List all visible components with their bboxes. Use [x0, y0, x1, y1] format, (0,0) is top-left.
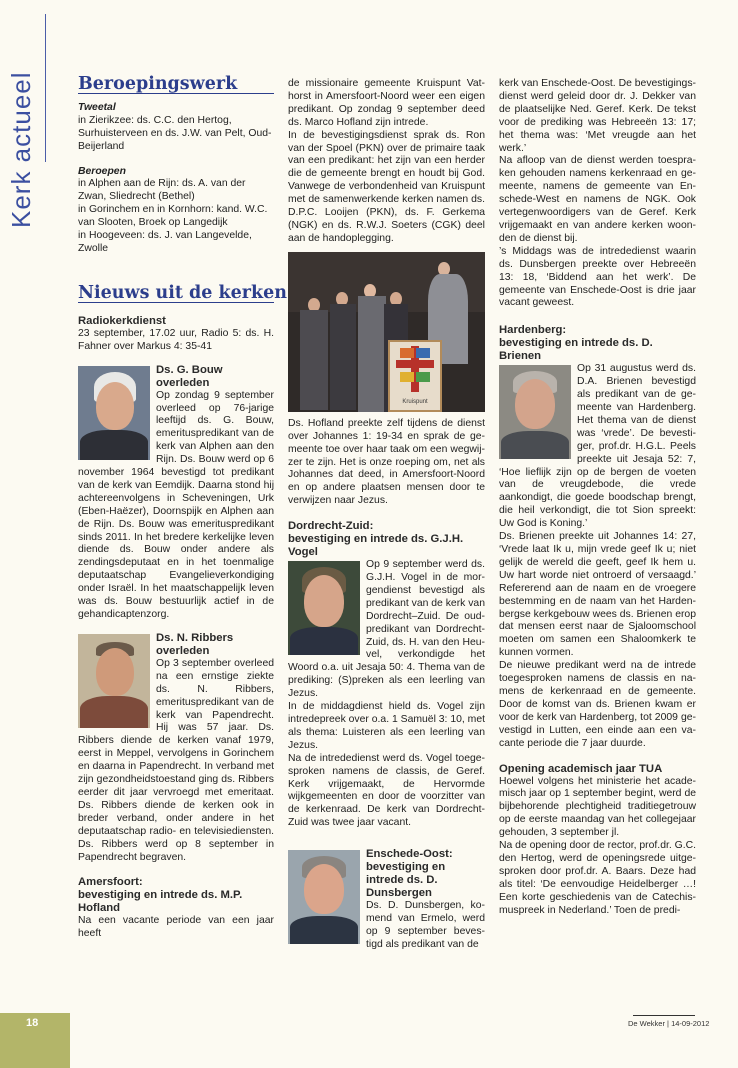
dordrecht-text: Op 9 september werd ds. G.J.H. Vogel in de morgendienst bevestigd als predikant van de kerk van Dordrecht–Zuid. De oud-predikant van Dordrecht-Zuid, ds. H. van den Heuvel, verkondigde het Woord o.a. uit Jesaja 50: 4. Thema van de prediking: (S)preken als een leerling van Jezus. — [288, 559, 485, 700]
tua-heading: Opening academisch jaar TUA — [499, 762, 663, 775]
amersfoort-text: Na een vacante periode van een jaar heeft — [78, 915, 274, 940]
tweetal-label: Tweetal — [78, 101, 116, 113]
side-rule — [45, 14, 46, 162]
hardenberg-text: Op 31 augustus werd ds. D.A. Brienen bevestigd als predikant van de gemeente van Hardenberg. Het thema van de dienst was ‘vrede’. De bevestiger, prof.dr. H.G.L. Peels preekte uit Jesaja 52: 7, ‘Hoe lieflijk zijn op de bergen de voeten van de vreugdebode, die vrede aankondigt, die goede boodschap brengt, die heil verkondigt, die tot Sion spreekt: Uw God is Koning.’ — [499, 363, 696, 530]
hardenberg-heading-2: bevestiging en intrede ds. D. Brienen — [499, 337, 653, 363]
footer-rule — [633, 1015, 695, 1016]
brienen-photo — [499, 365, 571, 459]
amersfoort-heading-2: bevestiging en intrede ds. M.P. Hofland — [78, 889, 243, 915]
radio-heading: Radiokerkdienst — [78, 314, 166, 327]
banner-text: Kruispunt — [402, 398, 428, 405]
hardenberg-text2: Ds. Brienen preekte uit Johannes 14: 27, ‘Vrede laat Ik u, mijn vrede geef Ik u; niet gelijk de wereld die geeft, geef Ik hem u. Uw hart worde niet ontroerd of versaagd.’ Refererend aan de naam en de vroegere bestemming en de naam van het Hardenbergse kerkgebouw wees ds. Brienen erop dat mensen eerst naar de Sjaloomschool moeten om samen een Shaloomkerk te kunnen vormen. — [499, 531, 696, 659]
dordrecht-text3: Na de intrededienst werd ds. Vogel toegesproken namens de classis, de Geref. Kerk vrijgemaakt, de Hervormde wijkgemeenten en door de voorzitter van de kerkenraad. De kerk van Dordrecht-Zuid was twee jaar vacant. — [288, 752, 485, 829]
dordrecht-heading-2: bevestiging en intrede ds. G.J.H. Vogel — [288, 533, 464, 559]
amersfoort-text-cont: de missionaire gemeente Kruispunt Vathorst in Amersfoort-Noord weer een eigen predikant. Op zondag 9 september deed ds. Marco Hofland zijn intrede. — [288, 78, 485, 128]
bouw-heading: Ds. G. Bouw overleden — [156, 363, 223, 389]
ribbers-text: Op 3 september overleed na een ernstige ziekte ds. N. Ribbers, emerituspredikant van de kerk van Papendrecht. Hij was 57 jaar. Ds. Ribbers diende de kerken vanaf 1979, eerst in Meppel, vervolgens in Gorinchem en daarna in Papendrecht. In verband met zijn gezondheidstoestand ging ds. Ribbers eerder dit jaar vervroegd met emeritaat. Ds. Ribbers diende de kerken ook in breder verband, onder andere in het deputaatschap radio- en televisiediensten. Ds. Ribbers werd op 8 september in Papendrecht begraven. — [78, 657, 274, 863]
section-title: Kerk actueel — [6, 71, 36, 228]
column-2 — [288, 78, 485, 952]
vogel-photo — [288, 561, 360, 655]
enschede-text-cont2: Na afloop van de dienst werden toespraken gehouden namens kerkenraad en gemeente, namens de gemeente van Enschede-West en namens de NGK. Ook vertegenwoordigers van de Geref. Kerk vrijgemaakt en van andere kerken woonden de dienst bij. — [499, 155, 696, 244]
column-3 — [499, 78, 696, 917]
bouw-photo — [78, 366, 150, 460]
ribbers-photo — [78, 634, 150, 728]
amersfoort-text-cont2: In de bevestigingsdienst sprak ds. Ron van der Spoel (PKN) over de primaire taak van een predikant: het zijn van een herder die de gemeente brengt en houdt bij God. Vanwege de verbondenheid van Kruispunt met de samenwerkende kerken namen ds. D.P.C. Looijen (PKN), ds. F. Gerkema (NGK) en ds. R.W.J. Soeters (CGK) deel aan de handoplegging. — [288, 129, 485, 244]
beroepen-label: Beroepen — [78, 165, 126, 177]
tweetal-text: in Zierikzee: ds. C.C. den Hertog, Surhuisterveen en ds. J.W. van Pelt, Oud-Beijerland — [78, 114, 272, 152]
ribbers-heading: Ds. N. Ribbers overleden — [156, 631, 234, 657]
hofland-text: Ds. Hofland preekte zelf tijdens de dienst over Johannes 1: 19-34 en sprak de gemeente toe over haar taak om een wegwijzer te zijn. Het is onze roeping om, net als Johannes dat deed, in Amersfoort-Noord en op andere plaatsen mensen door te verwijzen naar Jezus. — [288, 417, 485, 507]
beroepen-line: in Gorinchem en in Kornhorn: kand. W.C. van Slooten, Broek op Langedijk — [78, 204, 268, 229]
hofland-service-photo — [288, 252, 485, 412]
beroepen-line: in Hoogeveen: ds. J. van Langevelde, Zwolle — [78, 230, 252, 254]
column-1 — [78, 74, 287, 941]
enschede-text: Ds. D. Dunsbergen, komend van Ermelo, werd op 9 september bevestigd als predikant van de — [366, 900, 485, 950]
hardenberg-heading-1: Hardenberg: — [499, 324, 567, 337]
page-number: 18 — [26, 1017, 39, 1029]
enschede-heading-2: bevestiging en intrede ds. D. Dunsbergen — [366, 861, 446, 900]
beroepingswerk-heading: Beroepingswerk — [78, 78, 274, 94]
page-number-tab — [0, 1013, 70, 1068]
tua-text2: Na de opening door de rector, prof.dr. G.C. den Hertog, werd de openingsrede uitgesproken door prof.dr. A. Baars. Deze had als titel: ‘De eenvoudige Heidelberger …! Een korte geschiedenis van de Catechismuspreek in Nederland.’ Toen de predi- — [499, 840, 696, 916]
dordrecht-text2: In de middagdienst hield ds. Vogel zijn intredepreek over o.a. 1 Samuël 3: 10, met als thema: Luisteren als een leerling van Jezus. — [288, 701, 485, 751]
beroepen-line: in Alphen aan de Rijn: ds. A. van der Zwan, Sliedrecht (Bethel) — [78, 178, 246, 203]
hardenberg-text3: De nieuwe predikant werd na de intrede toegesproken namens de classis en namens de kerkenraad en de gemeente. Door de komst van ds. Brienen kwam er voor de kerk van Hardenberg, tot 2009 gevestigd in Lutten, een einde aan een vacante periode die 7 jaar duurde. — [499, 660, 696, 749]
tua-text: Hoewel volgens het ministerie het academisch jaar op 1 september begint, werd de bijbehorende plechtigheid traditiegetrouw op de eerste maandag van het collegejaar gehouden, 3 september jl. — [499, 775, 696, 839]
enschede-text-cont3: ’s Middags was de intrededienst waarin ds. Dunsbergen preekte over Hebreeën 13: 18, ‘Biddend aan het werk’. De gemeente van Enschede-Oost is drie jaar vacant geweest. — [499, 245, 696, 309]
radio-text: 23 september, 17.02 uur, Radio 5: ds. H. Fahner over Markus 4: 35-41 — [78, 327, 274, 352]
bouw-text: Op zondag 9 september overleed op 76-jarige leeftijd ds. G. Bouw, emerituspredikant van de kerk van Alphen aan den Rijn. Ds. Bouw werd op 6 november 1964 bevestigd tot predikant van de kerk van Eemdijk. Daarna stond hij achtereenvolgens in Scheveningen, Urk (Eben-Haëzer), Doornspijk en Alphen aan de Rijn. Ds. Bouw was emerituspredikant sinds 2011. In het bredere kerkelijke leven diende ds. Bouw onder andere als zendingsdeputaat en in het toenmalige deputaatschap Evangelieverkondiging onder Israël. In het maatschappelijk leven was ds. Bouw bestuurlijk actief in de gehandicaptenzorg. — [78, 389, 274, 620]
enschede-text-cont: kerk van Enschede-Oost. De bevestigingsdienst werd geleid door dr. J. Dekker van de plaatselijke Ned. Geref. Kerk. De tekst voor de prediking was Hebreeën 13: 17; het thema was: ‘Met vreugde aan het werk.’ — [499, 78, 696, 154]
footer-source: De Wekker | 14-09-2012 — [628, 1019, 710, 1028]
amersfoort-heading-1: Amersfoort: — [78, 876, 143, 889]
dordrecht-heading-1: Dordrecht-Zuid: — [288, 520, 374, 533]
nieuws-heading: Nieuws uit de kerken — [78, 282, 287, 303]
dunsbergen-photo — [288, 850, 360, 944]
enschede-heading-1: Enschede-Oost: — [366, 848, 453, 861]
